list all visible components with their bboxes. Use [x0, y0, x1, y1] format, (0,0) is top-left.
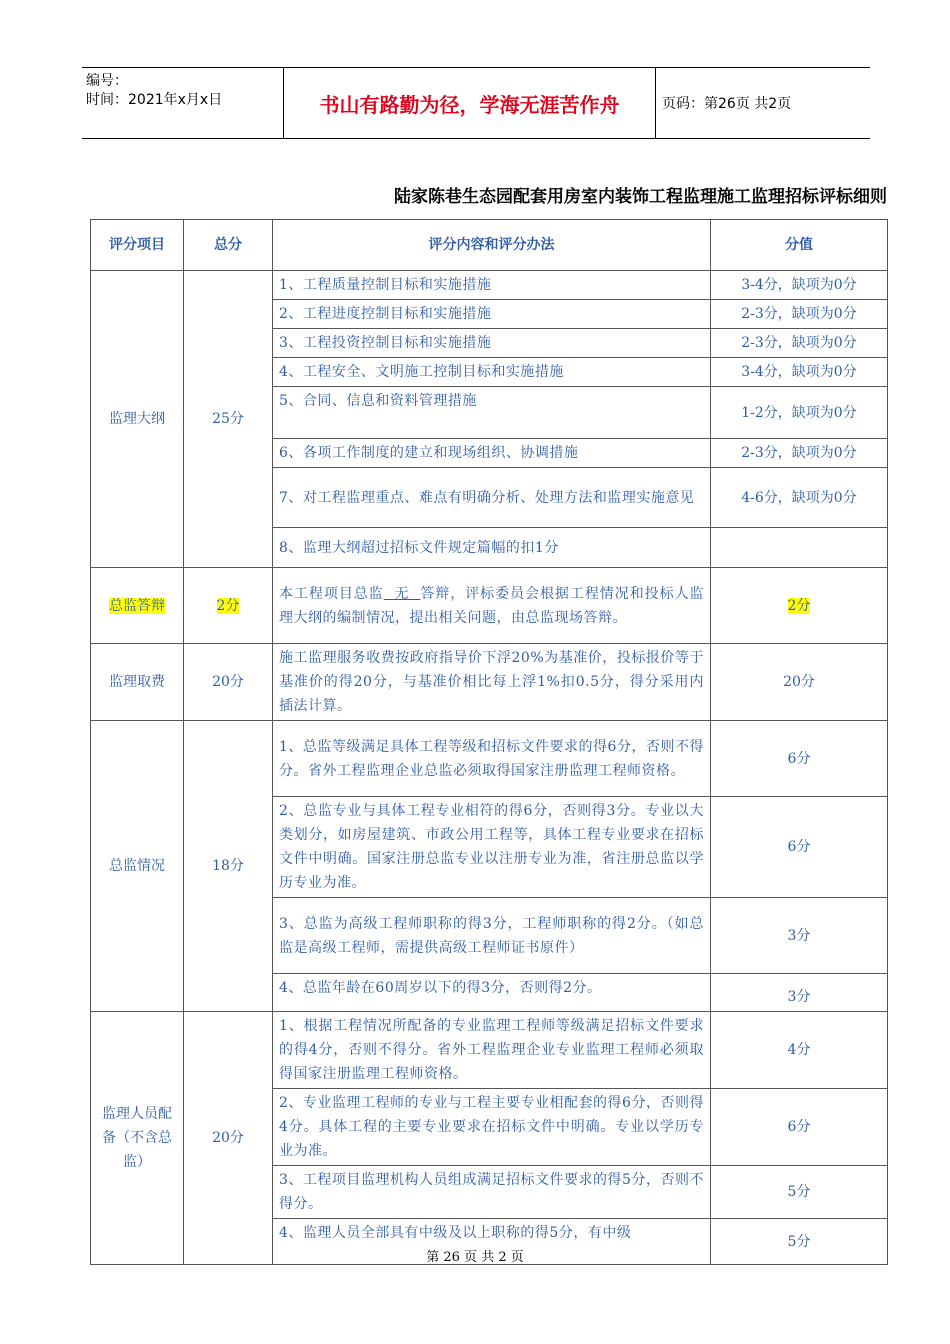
criteria-content: 5、合同、信息和资料管理措施 [273, 387, 711, 439]
criteria-score: 6分 [711, 721, 888, 797]
section-total: 20分 [184, 1012, 273, 1265]
criteria-score-highlight: 2分 [787, 597, 811, 614]
criteria-content: 1、工程质量控制目标和实施措施 [273, 271, 711, 300]
criteria-content: 2、专业监理工程师的专业与工程主要专业相配套的得6分，否则得4分。具体工程的主要专业要求在招标文件中明确。专业以学历专业为准。 [273, 1089, 711, 1166]
scoring-table [90, 219, 888, 1265]
criteria-score: 3-4分，缺项为0分 [711, 271, 888, 300]
criteria-score: 3-4分，缺项为0分 [711, 358, 888, 387]
criteria-content: 2、工程进度控制目标和实施措施 [273, 300, 711, 329]
criteria-score: 20分 [711, 644, 888, 721]
criteria-content-part: 本工程项目总监 [279, 585, 384, 602]
document-title: 陆家陈巷生态园配套用房室内装饰工程监理施工监理招标评标细则 [394, 187, 887, 207]
header-score: 分值 [711, 220, 888, 271]
section-item: 总监情况 [91, 721, 184, 1012]
criteria-score: 2-3分，缺项为0分 [711, 439, 888, 468]
table-row [91, 271, 888, 300]
section-item: 监理取费 [91, 644, 184, 721]
header-total: 总分 [184, 220, 273, 271]
header-motto: 书山有路勤为径，学海无涯苦作舟 [283, 68, 656, 138]
criteria-content: 6、各项工作制度的建立和现场组织、协调措施 [273, 439, 711, 468]
criteria-content: 4、总监年龄在60周岁以下的得3分，否则得2分。 [273, 974, 711, 1012]
section-total: 25分 [184, 271, 273, 568]
criteria-content: 施工监理服务收费按政府指导价下浮20%为基准价，投标报价等于基准价的得20分，与基准价相比每上浮1%扣0.5分，得分采用内插法计算。 [273, 644, 711, 721]
header-item: 评分项目 [91, 220, 184, 271]
criteria-content: 1、总监等级满足具体工程等级和招标文件要求的得6分，否则不得分。省外工程监理企业总监必须取得国家注册监理工程师资格。 [273, 721, 711, 797]
section-item [91, 568, 184, 644]
criteria-content: 4、工程安全、文明施工控制目标和实施措施 [273, 358, 711, 387]
table-row [91, 1012, 888, 1089]
section-item: 监理人员配备（不含总监） [91, 1012, 184, 1265]
criteria-content-part: 答辩，评标委员会根据工程情况和投标人监理大纲的编制情况，提出相关问题，由总监现场答辩。 [279, 585, 705, 626]
section-item-highlight: 总监答辩 [109, 597, 165, 614]
table-row [91, 644, 888, 721]
doc-number-label: 编号： [86, 73, 128, 89]
criteria-score: 6分 [711, 797, 888, 898]
criteria-score: 4-6分，缺项为0分 [711, 468, 888, 528]
criteria-content: 8、监理大纲超过招标文件规定篇幅的扣1分 [273, 528, 711, 568]
section-total-highlight: 2分 [216, 597, 240, 614]
table-row [91, 568, 888, 644]
criteria-score: 2-3分，缺项为0分 [711, 329, 888, 358]
section-total: 18分 [184, 721, 273, 1012]
section-item: 监理大纲 [91, 271, 184, 568]
criteria-score [711, 528, 888, 568]
criteria-score: 4分 [711, 1012, 888, 1089]
section-total: 20分 [184, 644, 273, 721]
table-header-row [91, 220, 888, 271]
criteria-content: 3、总监为高级工程师职称的得3分，工程师职称的得2分。（如总监是高级工程师，需提供高级工程师证书原件） [273, 898, 711, 974]
criteria-score: 3分 [711, 898, 888, 974]
criteria-content-underlined: 无 [394, 585, 410, 602]
criteria-content: 1、根据工程情况所配备的专业监理工程师等级满足招标文件要求的得4分，否则不得分。省外工程监理企业专业监理工程师必须取得国家注册监理工程师资格。 [273, 1012, 711, 1089]
page-footer: 第 26 页 共 2 页 [426, 1250, 524, 1265]
section-total [184, 568, 273, 644]
criteria-score: 5分 [711, 1166, 888, 1219]
criteria-score: 6分 [711, 1089, 888, 1166]
criteria-content [273, 568, 711, 644]
criteria-score: 3分 [711, 974, 888, 1012]
page-header [82, 67, 870, 139]
criteria-content: 4、监理人员全部具有中级及以上职称的得5分，有中级 [273, 1219, 711, 1265]
criteria-content: 2、总监专业与具体工程专业相符的得6分，否则得3分。专业以大类划分，如房屋建筑、市政公用工程等，具体工程专业要求在招标文件中明确。国家注册总监专业以注册专业为准，省注册总监以学历专业为准。 [273, 797, 711, 898]
criteria-score: 1-2分，缺项为0分 [711, 387, 888, 439]
criteria-score: 5分 [711, 1219, 888, 1265]
criteria-score: 2-3分，缺项为0分 [711, 300, 888, 329]
doc-time-label: 时间：2021年x月x日 [86, 92, 223, 108]
criteria-content: 3、工程项目监理机构人员组成满足招标文件要求的得5分，否则不得分。 [273, 1166, 711, 1219]
criteria-score [711, 568, 888, 644]
criteria-content: 7、对工程监理重点、难点有明确分析、处理方法和监理实施意见 [273, 468, 711, 528]
criteria-content: 3、工程投资控制目标和实施措施 [273, 329, 711, 358]
header-meta [86, 72, 281, 110]
table-row [91, 721, 888, 797]
header-page-label: 页码：第26页 共2页 [662, 96, 792, 112]
header-content: 评分内容和评分办法 [273, 220, 711, 271]
